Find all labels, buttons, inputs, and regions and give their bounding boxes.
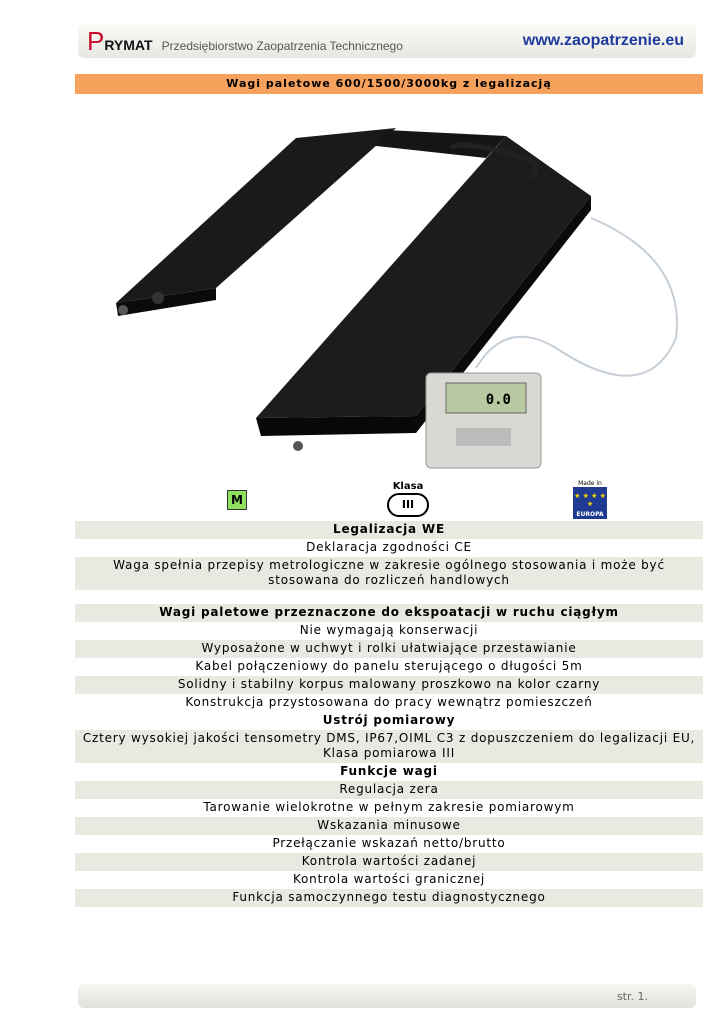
website-link[interactable]: www.zaopatrzenie.eu [522,32,684,49]
klasa-value: III [387,493,429,517]
company-subtitle: Przedsiębiorstwo Zaopatrzenia Technicznego [161,39,403,53]
spec-row: Funkcje wagi [340,764,438,778]
spec-row: Przełączanie wskazań netto/brutto [272,836,506,850]
spec-row: Kabel połączeniowy do panelu sterującego o długości 5m [195,659,583,673]
product-title: Wagi paletowe 600/1500/3000kg z legalizacją [75,74,703,94]
metrology-m-mark: M [227,490,247,510]
spec-row: Cztery wysokiej jakości tensometry DMS, IP67,OIML C3 z dopuszczeniem do legalizacji EU, Klasa pomiarowa III [75,730,703,763]
display-reading: 0.0 [485,392,511,408]
eu-flag-icon: ★ ★ ★ ★ ★ [573,487,607,511]
brand-initial: P [87,26,105,56]
spec-row: Regulacja zera [75,781,703,799]
spec-row: Kontrola wartości granicznej [292,872,486,886]
spec-row: Solidny i stabilny korpus malowany proszkowo na kolor czarny [75,676,703,694]
spec-row: Funkcja samoczynnego testu diagnostycznego [75,889,703,907]
company-logo [87,26,403,56]
section-gap [75,590,703,604]
spec-row: Waga spełnia przepisy metrologiczne w zakresie ogólnego stosowania i może być stosowana do rozliczeń handlowych [75,557,703,590]
spec-row: Nie wymagają konserwacji [299,623,479,637]
spec-row: Konstrukcja przystosowana do pracy wewnątrz pomieszczeń [185,695,593,709]
page-number: str. 1. [616,990,648,1003]
brand-name: RYMAT [104,37,153,53]
made-in-label: Made in [578,480,602,487]
spec-row: Tarowanie wielokrotne w pełnym zakresie pomiarowym [203,800,575,814]
klasa-label: Klasa [392,481,424,492]
spec-table [75,521,703,907]
spec-row: Kontrola wartości zadanej [75,853,703,871]
made-in-europe-badge [573,480,607,520]
spec-row: Wyposażone w uchwyt i rolki ułatwiające przestawianie [75,640,703,658]
spec-row: Legalizacja WE [75,521,703,539]
europa-label: EUROPA [573,511,607,519]
spec-row: Deklaracja zgodności CE [306,540,472,554]
spec-row: Wskazania minusowe [75,817,703,835]
spec-row: Wagi paletowe przeznaczone do ekspoatacji w ruchu ciągłym [75,604,703,622]
page-header [78,24,696,58]
accuracy-class-badge [383,481,433,517]
page-footer [78,984,696,1008]
pallet-scale-image [86,118,686,478]
spec-row: Ustrój pomiarowy [322,713,456,727]
